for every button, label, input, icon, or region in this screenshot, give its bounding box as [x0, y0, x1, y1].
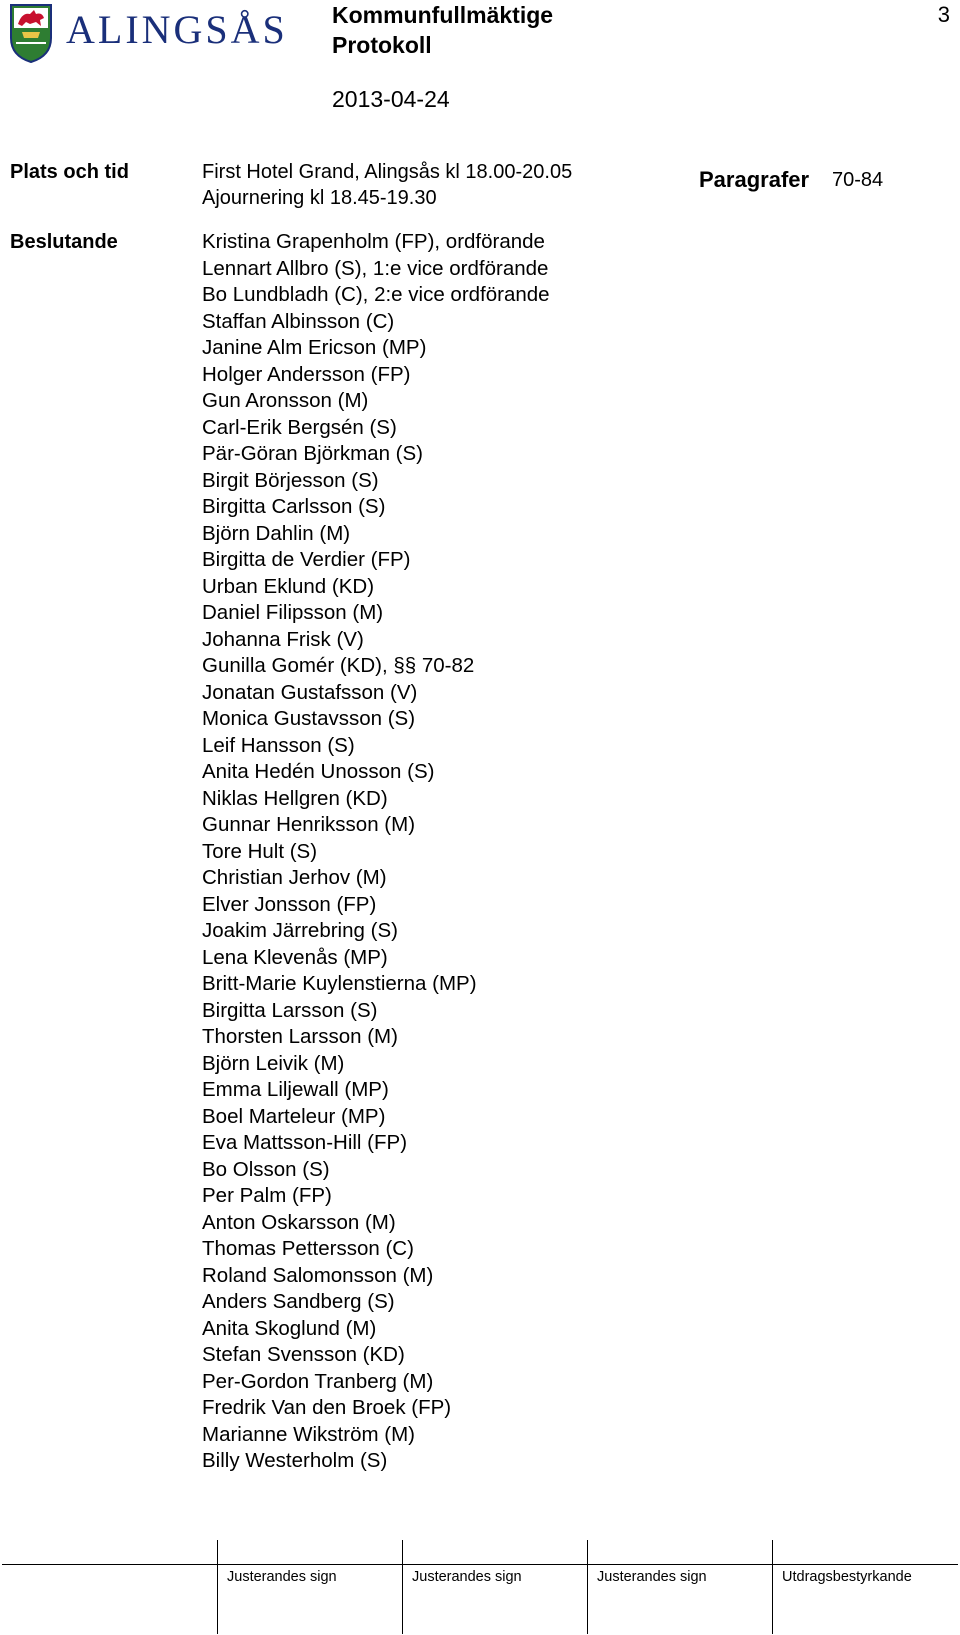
member-item: Billy Westerholm (S)	[202, 1449, 388, 1472]
member-item: Marianne Wikström (M)	[202, 1422, 415, 1446]
member-item: Fredrik Van den Broek (FP)	[202, 1396, 452, 1419]
member-item: Urban Eklund (KD)	[202, 574, 375, 598]
member-item: Birgitta Carlsson (S)	[202, 495, 386, 518]
document-subtitle: Protokoll	[332, 32, 432, 58]
place-and-time-label: Plats och tid	[10, 161, 129, 183]
member-item: Anton Oskarsson (M)	[202, 1210, 396, 1234]
member-item: Jonatan Gustafsson (V)	[202, 680, 418, 704]
adjournment-value: Ajournering kl 18.45-19.30	[202, 187, 437, 209]
member-item: Gunilla Gomér (KD), §§ 70-82	[202, 654, 475, 677]
member-item: Staffan Albinsson (C)	[202, 309, 395, 333]
footer-column-divider	[772, 1540, 773, 1634]
member-item: Niklas Hellgren (KD)	[202, 786, 388, 810]
member-item: Lena Klevenås (MP)	[202, 945, 388, 969]
member-item: Monica Gustavsson (S)	[202, 707, 416, 730]
meeting-date: 2013-04-24	[332, 86, 450, 112]
member-item: Elver Jonsson (FP)	[202, 892, 377, 916]
member-item: Christian Jerhov (M)	[202, 866, 387, 889]
alingsas-logo	[8, 2, 298, 68]
member-item: Gunnar Henriksson (M)	[202, 813, 416, 836]
member-item: Eva Mattsson-Hill (FP)	[202, 1131, 408, 1154]
deciding-members-label: Beslutande	[10, 231, 118, 253]
place-and-time-value: First Hotel Grand, Alingsås kl 18.00-20.05	[202, 161, 573, 183]
member-item: Thorsten Larsson (M)	[202, 1025, 398, 1048]
member-item: Birgitta de Verdier (FP)	[202, 548, 411, 571]
coat-of-arms-icon	[8, 2, 54, 64]
member-item: Bo Olsson (S)	[202, 1157, 330, 1181]
logo-wordmark: ALINGSÅS	[66, 7, 288, 52]
member-item: Joakim Järrebring (S)	[202, 919, 398, 942]
member-item: Stefan Svensson (KD)	[202, 1343, 405, 1366]
footer-divider	[2, 1564, 958, 1565]
footer-column-divider	[217, 1540, 218, 1634]
member-item: Tore Hult (S)	[202, 839, 318, 863]
member-item: Emma Liljewall (MP)	[202, 1078, 389, 1101]
member-item: Bo Lundbladh (C), 2:e vice ordförande	[202, 283, 550, 306]
footer-column-divider	[402, 1540, 403, 1634]
paragraphs-label: Paragrafer	[699, 167, 810, 192]
paragraphs-value: 70-84	[832, 169, 884, 191]
signature-cell-adjuster-1: Justerandes sign	[227, 1569, 337, 1585]
member-item: Anita Hedén Unosson (S)	[202, 760, 435, 783]
member-item: Anders Sandberg (S)	[202, 1290, 395, 1313]
member-item: Janine Alm Ericson (MP)	[202, 336, 427, 359]
footer-column-divider	[587, 1540, 588, 1634]
member-item: Gun Aronsson (M)	[202, 389, 369, 412]
member-item: Lennart Allbro (S), 1:e vice ordförande	[202, 256, 549, 280]
member-item: Thomas Pettersson (C)	[202, 1237, 414, 1260]
signature-cell-extract-certification: Utdragsbestyrkande	[782, 1569, 912, 1585]
member-item: Britt-Marie Kuylenstierna (MP)	[202, 972, 477, 995]
member-item: Boel Marteleur (MP)	[202, 1104, 386, 1128]
document-title: Kommunfullmäktige	[332, 2, 554, 28]
member-item: Birgit Börjesson (S)	[202, 468, 379, 492]
signature-cell-adjuster-2: Justerandes sign	[412, 1569, 522, 1585]
member-item: Birgitta Larsson (S)	[202, 998, 378, 1022]
member-item: Roland Salomonsson (M)	[202, 1263, 434, 1287]
signature-cell-adjuster-3: Justerandes sign	[597, 1569, 707, 1585]
deciding-members-list	[202, 229, 550, 1475]
member-item: Per Palm (FP)	[202, 1184, 332, 1207]
member-item: Pär-Göran Björkman (S)	[202, 442, 424, 465]
member-item: Carl-Erik Bergsén (S)	[202, 415, 397, 439]
member-item: Björn Dahlin (M)	[202, 521, 351, 545]
member-item: Anita Skoglund (M)	[202, 1316, 377, 1340]
member-item: Holger Andersson (FP)	[202, 362, 411, 386]
member-item: Leif Hansson (S)	[202, 733, 355, 757]
member-item: Björn Leivik (M)	[202, 1051, 345, 1075]
page-number: 3	[937, 2, 950, 27]
member-item: Daniel Filipsson (M)	[202, 601, 384, 624]
member-item: Kristina Grapenholm (FP), ordförande	[202, 230, 545, 253]
member-item: Johanna Frisk (V)	[202, 627, 364, 651]
member-item: Per-Gordon Tranberg (M)	[202, 1369, 434, 1393]
